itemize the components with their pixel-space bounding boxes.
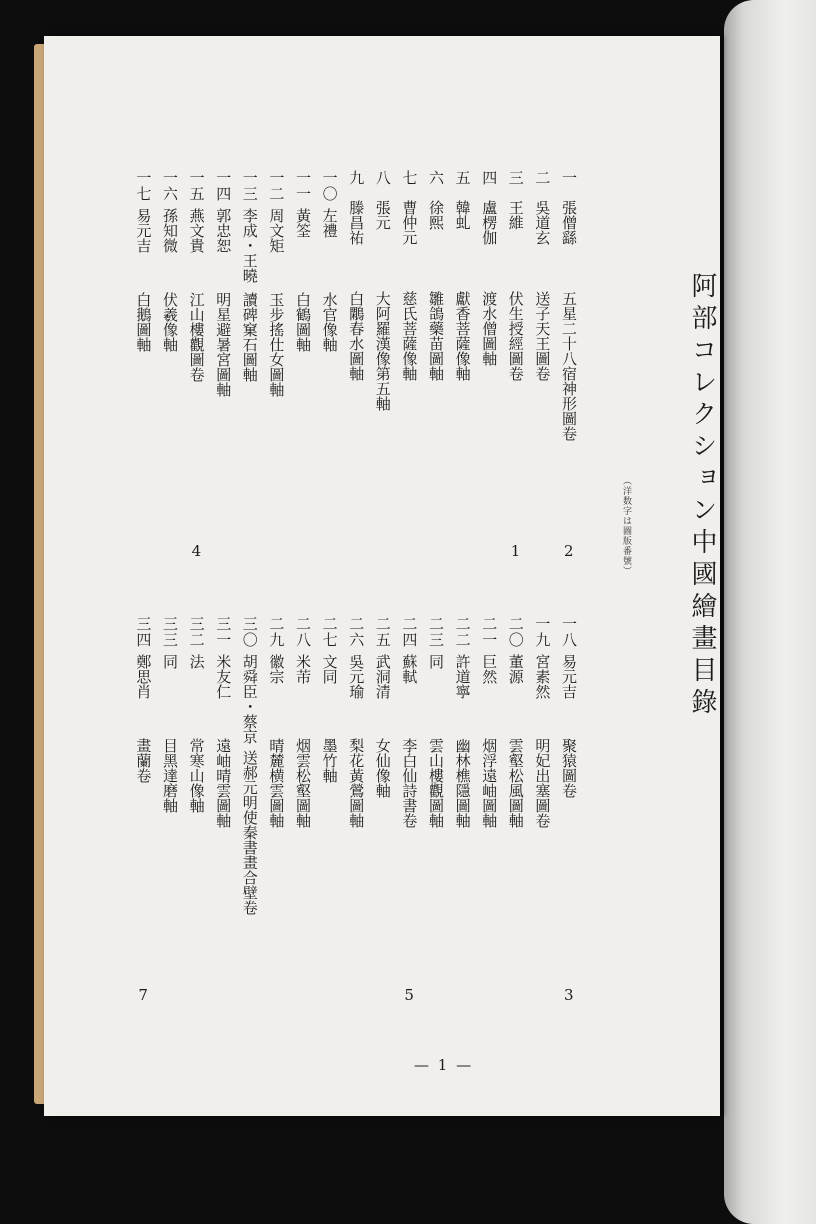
catalog-entry [212,616,234,828]
entry-artist: 王維 [506,200,525,230]
entry-work: 伏羲像軸 [161,292,179,352]
adjacent-page [724,0,816,1224]
catalog-entry [319,170,341,352]
entry-work: 五星二十八宿神形圖卷 [560,291,578,441]
catalog-entry [345,616,367,828]
entry-work: 烟浮遠岫圖軸 [480,738,499,828]
catalog-entry [372,616,394,798]
entry-number: 二五 [373,616,392,648]
entry-work: 明星避暑宮圖軸 [214,292,233,397]
entry-work: 女仙像軸 [373,738,392,798]
title-note: （洋数字は圖版番號） [621,476,631,576]
catalog-entry [186,170,208,382]
entry-number: 二〇 [506,616,525,648]
entry-work: 獻香菩薩像軸 [453,291,472,381]
entry-work: 烟雲松壑圖軸 [294,738,312,828]
catalog-entry [159,616,181,813]
entry-artist: 韓虬 [453,200,472,230]
entry-artist: 易元吉 [560,654,578,699]
entry-artist: 米芾 [294,654,312,684]
entry-work: 常寒山像軸 [187,738,206,813]
catalog-entry [505,616,527,828]
entry-artist: 徽宗 [267,654,286,684]
entry-number: 一 [560,170,578,186]
entry-number: 一九 [533,616,552,648]
entry-artist: 盧楞伽 [480,200,499,245]
entry-work: 雲壑松風圖軸 [506,738,525,828]
catalog-entry [265,170,287,397]
entry-artist: 張僧繇 [560,200,578,245]
entry-artist: 宮素然 [533,654,552,699]
entry-artist: 同 [161,654,179,669]
entry-number: 二四 [400,616,419,648]
entry-work: 玉步搖仕女圖軸 [267,292,286,397]
entry-number: 三二 [187,616,206,648]
entry-work: 梨花黃鶯圖軸 [347,738,366,828]
entry-artist: 鄭思肖 [134,654,153,699]
catalog-entry [398,170,420,381]
catalog-entry [398,616,420,828]
catalog-entry [292,170,314,352]
catalog-entry [452,170,474,381]
entry-work: 遠岫晴雲圖軸 [214,738,233,828]
catalog-entry [425,616,447,828]
catalog-entry [265,616,287,828]
plate-number: 4 [191,542,202,560]
entry-artist: 徐熙 [427,200,445,230]
entry-artist: 李成・王曉 [240,208,259,283]
entry-number: 六 [427,170,445,186]
catalog-entry [531,616,553,828]
catalog-entry [558,616,580,798]
catalog-entry [531,170,553,381]
entry-work: 明妃出塞圖卷 [533,738,552,828]
catalog-entry [132,616,154,783]
plate-number: 5 [404,986,414,1004]
entry-work: 李白仙詩書卷 [400,738,419,828]
entry-number: 二二 [453,616,472,648]
entry-artist: 郭忠恕 [214,208,233,253]
catalog-entry [372,170,394,411]
page-folio: — 1 — [414,1056,474,1074]
entry-artist: 文同 [320,654,339,684]
entry-number: 一七 [134,170,153,202]
entry-work: 聚猿圖卷 [560,738,578,798]
entry-artist: 張元 [373,200,392,230]
entry-artist: 同 [427,654,445,669]
catalog-entry [319,616,341,783]
entry-work: 伏生授經圖卷 [506,291,525,381]
catalog-entry [505,170,527,381]
catalog-page [44,36,720,1116]
entry-work: 畫蘭卷 [134,738,153,783]
plate-number: 7 [138,986,148,1004]
catalog-entry [425,170,447,381]
entry-artist: 左禮 [320,208,339,238]
entry-number: 一〇 [320,170,339,202]
entry-number: 八 [373,170,392,186]
entry-work: 慈氏菩薩像軸 [400,291,419,381]
entry-number: 一三 [240,170,259,202]
catalog-entry [478,170,500,366]
entry-artist: 易元吉 [134,208,153,253]
entry-artist: 吳道玄 [533,200,552,245]
page-title: 阿部コレクション中國繪畫目錄 [687,272,717,720]
entry-artist: 米友仁 [214,654,233,699]
entry-number: 三四 [134,616,153,648]
entry-number: 一四 [214,170,233,202]
entry-work: 送郝元明使秦書畫合壁卷 [240,750,259,915]
entry-number: 一二 [267,170,286,202]
catalog-entry [132,170,154,352]
entry-number: 一六 [161,170,179,202]
entry-number: 一五 [187,170,206,202]
entry-artist: 胡舜臣・蔡京 [240,654,259,744]
catalog-entry [345,170,367,381]
catalog-entry [558,170,580,441]
catalog-entry [452,616,474,828]
entry-artist: 吳元瑜 [347,654,366,699]
entry-work: 江山樓觀圖卷 [187,292,206,382]
entry-work: 白鷴春水圖軸 [347,291,366,381]
entry-work: 幽林樵隱圖軸 [453,738,472,828]
entry-number: 一八 [560,616,578,648]
entry-number: 一一 [294,170,312,202]
entry-number: 二七 [320,616,339,648]
catalog-entry [478,616,500,828]
entry-number: 四 [480,170,499,186]
entry-number: 二九 [267,616,286,648]
entry-number: 二六 [347,616,366,648]
catalog-entry [212,170,234,397]
entry-artist: 曹仲元 [400,200,419,245]
entry-artist: 黃筌 [294,208,312,238]
entry-number: 二八 [294,616,312,648]
catalog-entry [292,616,314,828]
entry-work: 目黑達磨軸 [161,738,179,813]
entry-work: 白鶴圖軸 [294,292,312,352]
entry-work: 送子天王圖卷 [533,291,552,381]
entry-number: 九 [347,170,366,186]
entry-artist: 巨然 [480,654,499,684]
entry-artist: 滕昌祐 [347,200,366,245]
entry-work: 雛鴿藥苗圖軸 [427,291,445,381]
entry-number: 三一 [214,616,233,648]
entry-number: 二一 [480,616,499,648]
entry-work: 渡水僧圖軸 [480,291,499,366]
entry-number: 三 [506,170,525,186]
plate-number: 2 [564,542,574,560]
catalog-entry [186,616,208,813]
entry-number: 二 [533,170,552,186]
entry-number: 五 [453,170,472,186]
entry-artist: 蘇軾 [400,654,419,684]
entry-number: 三三 [161,616,179,648]
catalog-entry [239,616,261,915]
entry-work: 讀碑窠石圖軸 [240,292,259,382]
entry-artist: 周文矩 [267,208,286,253]
entry-artist: 武洞清 [373,654,392,699]
entry-work: 白鵝圖軸 [134,292,153,352]
plate-number: 1 [510,542,521,560]
catalog-entry [239,170,261,382]
entry-work: 水官像軸 [320,292,339,352]
entry-work: 晴麓横雲圖軸 [267,738,286,828]
entry-number: 七 [400,170,419,186]
entry-artist: 孫知微 [161,208,179,253]
plate-number: 3 [564,986,574,1004]
entry-work: 雲山樓觀圖軸 [427,738,445,828]
entry-artist: 董源 [506,654,525,684]
catalog-entry [159,170,181,352]
entry-artist: 燕文貴 [187,208,206,253]
entry-number: 二三 [427,616,445,648]
entry-work: 墨竹軸 [320,738,339,783]
entry-number: 三〇 [240,616,259,648]
entry-artist: 許道寧 [453,654,472,699]
entry-work: 大阿羅漢像第五軸 [373,291,392,411]
entry-artist: 法 [187,654,206,669]
